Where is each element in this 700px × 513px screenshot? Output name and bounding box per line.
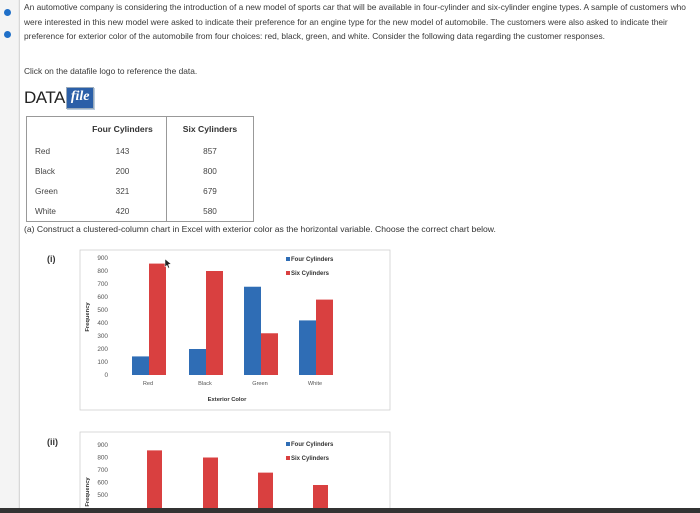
bar-six-cylinders — [147, 450, 162, 508]
y-tick-label: 400 — [97, 320, 108, 328]
bar-four-cylinders — [189, 349, 206, 375]
y-tick-label: 600 — [97, 294, 108, 302]
option-label-i[interactable]: (i) — [47, 254, 56, 264]
y-tick-label: 500 — [97, 492, 108, 500]
row-six: 679 — [167, 181, 254, 201]
x-category-label: Black — [198, 381, 212, 387]
legend-swatch-six — [286, 271, 290, 275]
bar-six-cylinders — [316, 300, 333, 375]
x-category-label: Red — [142, 381, 154, 387]
bar-six-cylinders — [203, 458, 218, 509]
bar-six-cylinders — [261, 333, 278, 375]
row-color: Red — [35, 146, 51, 156]
datafile-word: DATA — [24, 88, 65, 107]
question-a: (a) Construct a clustered-column chart in Excel with exterior color as the horizontal variable. Choose the correct chart below. — [24, 224, 496, 234]
y-tick-label: 100 — [97, 359, 108, 367]
problem-intro: An automotive company is considering the introduction of a new model of sports car that will be available in four-cylinder and six-cylinder engine types. A sample of customers who were interested in this new model were asked to indicate their preference for an engine type for the new model of automobile. The customers were also asked to indicate their preference for exterior color of the automobile from four choices: red, black, green, and white. Consider the following data regarding the customer responses. — [24, 2, 686, 42]
bar-six-cylinders — [206, 271, 223, 375]
y-tick-label: 0 — [104, 372, 108, 380]
legend-label-four: Four Cylinders — [291, 442, 334, 448]
y-tick-label: 600 — [97, 479, 108, 487]
row-six: 857 — [167, 141, 254, 161]
datafile-badge: file — [66, 87, 95, 109]
x-category-label: White — [307, 381, 323, 387]
y-axis-title: Frequency — [85, 302, 91, 332]
y-tick-label: 700 — [97, 281, 108, 289]
row-six: 580 — [167, 201, 254, 222]
row-color: Black — [35, 166, 56, 176]
row-color: Green — [35, 186, 58, 196]
bar-four-cylinders — [299, 320, 316, 375]
option-label-ii[interactable]: (ii) — [47, 437, 58, 447]
chart-option-i[interactable] — [20, 0, 700, 508]
row-six: 800 — [167, 161, 254, 181]
y-axis-title: Frequency — [85, 477, 91, 507]
bar-six-cylinders — [149, 264, 166, 375]
y-tick-label: 800 — [97, 268, 108, 276]
y-tick-label: 500 — [97, 307, 108, 315]
row-four: 321 — [115, 186, 130, 196]
chart-frame — [80, 250, 390, 410]
bar-four-cylinders — [132, 356, 149, 375]
y-tick-label: 300 — [97, 333, 108, 341]
y-tick-label: 200 — [97, 346, 108, 354]
bullet-dot — [4, 9, 11, 16]
row-color: White — [35, 206, 56, 216]
y-tick-label: 700 — [97, 467, 108, 475]
bar-six-cylinders — [313, 485, 328, 508]
left-gutter — [0, 0, 18, 513]
bottom-border — [0, 508, 700, 513]
chart-frame — [80, 432, 390, 508]
y-tick-label: 900 — [97, 442, 108, 450]
y-tick-label: 900 — [97, 255, 108, 263]
y-tick-label: 800 — [97, 454, 108, 462]
table-header-four: Four Cylinders — [92, 124, 153, 134]
legend-label-six: Six Cylinders — [291, 456, 330, 462]
row-four: 200 — [115, 166, 130, 176]
x-category-label: Green — [252, 381, 268, 387]
bar-six-cylinders — [258, 473, 273, 508]
x-axis-title: Exterior Color — [207, 397, 247, 403]
row-four: 420 — [115, 206, 130, 216]
legend-swatch-four — [286, 257, 290, 261]
legend-swatch-four — [286, 442, 290, 446]
legend-swatch-six — [286, 456, 290, 460]
row-four: 143 — [115, 146, 130, 156]
table-header-six: Six Cylinders — [167, 117, 254, 142]
legend-label-six: Six Cylinders — [291, 271, 330, 277]
bullet-dot — [4, 31, 11, 38]
question-panel — [19, 0, 700, 508]
datafile-instruction: Click on the datafile logo to reference the data. — [24, 66, 198, 76]
legend-label-four: Four Cylinders — [291, 257, 334, 263]
bar-four-cylinders — [244, 287, 261, 375]
